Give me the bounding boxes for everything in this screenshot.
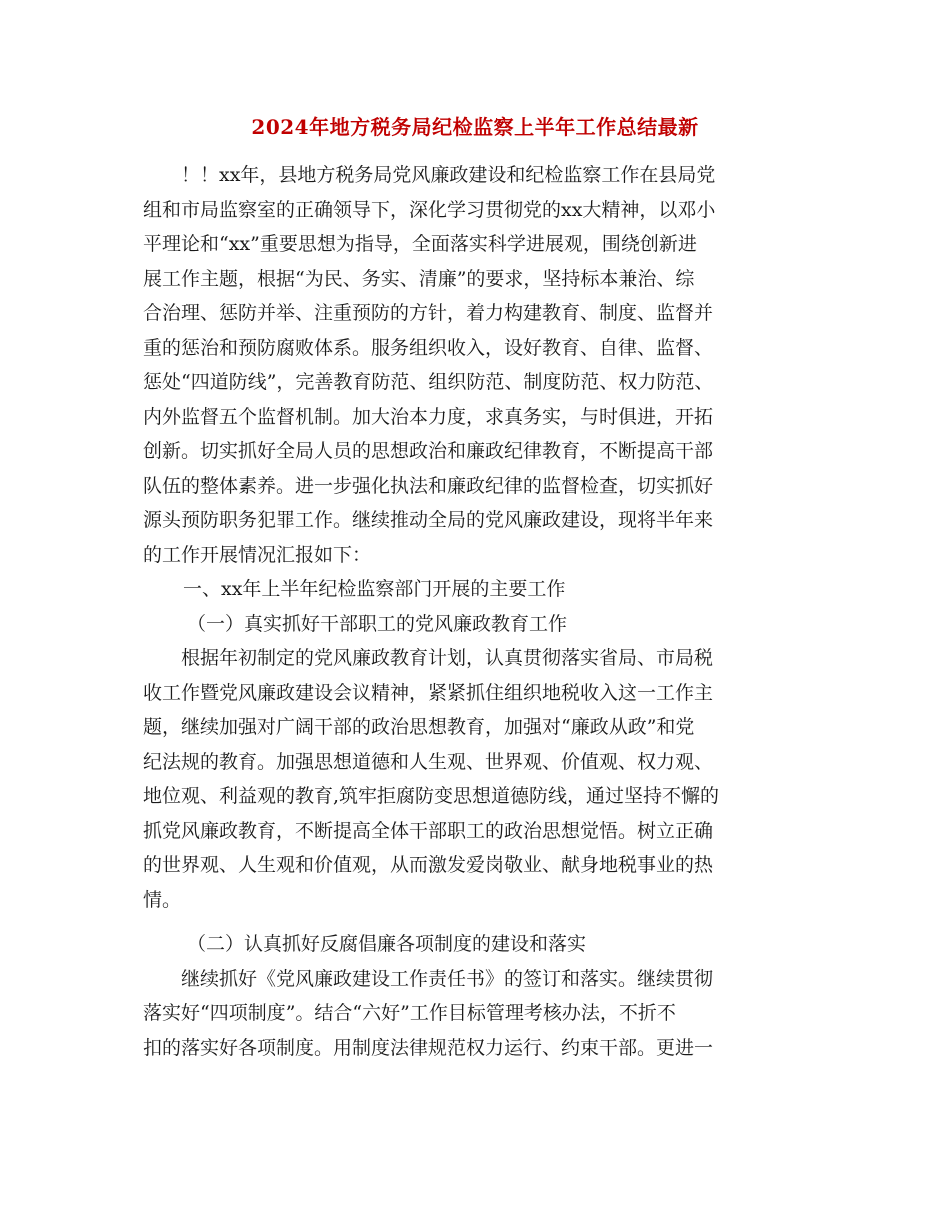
text-line: 创新。切实抓好全局人员的思想政治和廉政纪律教育，不断提高干部 [143,440,714,462]
text-line: （二）认真抓好反腐倡廉各项制度的建设和落实 [187,933,587,955]
text-line: 合治理、惩防并举、注重预防的方针，着力构建教育、制度、监督并 [143,302,714,324]
text-line: 根据年初制定的党风廉政教育计划，认真贯彻落实省局、市局税 [181,647,714,669]
text-line: 纪法规的教育。加强思想道德和人生观、世界观、价值观、权力观、 [143,750,714,773]
text-line: 的世界观、人生观和价值观，从而激发爱岗敬业、献身地税事业的热 [143,854,714,876]
text-line: 组和市局监察室的正确领导下，深化学习贯彻党的xx大精神，以邓小 [143,198,716,221]
text-line: ！！xx年，县地方税务局党风廉政建设和纪检监察工作在县局党 [181,164,716,186]
text-line: 继续抓好《党风廉政建设工作责任书》的签订和落实。继续贯彻 [181,967,714,990]
text-line: 抓党风廉政教育，不断提高全体干部职工的政治思想觉悟。树立正确 [143,819,714,842]
text-line: 扣的落实好各项制度。用制度法律规范权力运行、约束干部。更进一 [143,1036,714,1059]
document-body [143,158,803,1065]
text-line: 展工作主题，根据“为民、务实、清廉”的要求，坚持标本兼治、综 [143,267,695,290]
text-line: 地位观、利益观的教育,筑牢拒腐防变思想道德防线，通过坚持不懈的 [143,785,720,807]
text-line: 的工作开展情况汇报如下： [143,543,372,566]
text-line: 题，继续加强对广阔干部的政治思想教育，加强对“廉政从政”和党 [143,716,695,738]
document-title: 2024年地方税务局纪检监察上半年工作总结最新 [251,115,699,139]
text-line: 重的惩治和预防腐败体系。服务组织收入，设好教育、自律、监督、 [143,336,714,359]
text-line: 内外监督五个监督机制。加大治本力度，求真务实，与时俱进，开拓 [143,405,714,428]
text-line: 队伍的整体素养。进一步强化执法和廉政纪律的监督检查，切实抓好 [143,474,714,497]
text-line: 收工作暨党风廉政建设会议精神，紧紧抓住组织地税收入这一工作主 [143,681,714,704]
text-line: 一、xx年上半年纪检监察部门开展的主要工作 [183,578,566,600]
text-line: （一）真实抓好干部职工的党风廉政教育工作 [187,612,568,635]
text-line: 平理论和“xx”重要思想为指导，全面落实科学进展观，围绕创新进 [143,233,697,255]
text-line: 惩处“四道防线”，完善教育防范、组织防范、制度防范、权力防范、 [143,371,714,393]
text-line: 落实好“四项制度”。结合“六好”工作目标管理考核办法，不折不 [143,1002,676,1024]
paragraph-gap [143,917,803,927]
text-line: 情。 [143,888,182,911]
text-line: 源头预防职务犯罪工作。继续推动全局的党风廉政建设，现将半年来 [143,509,714,531]
